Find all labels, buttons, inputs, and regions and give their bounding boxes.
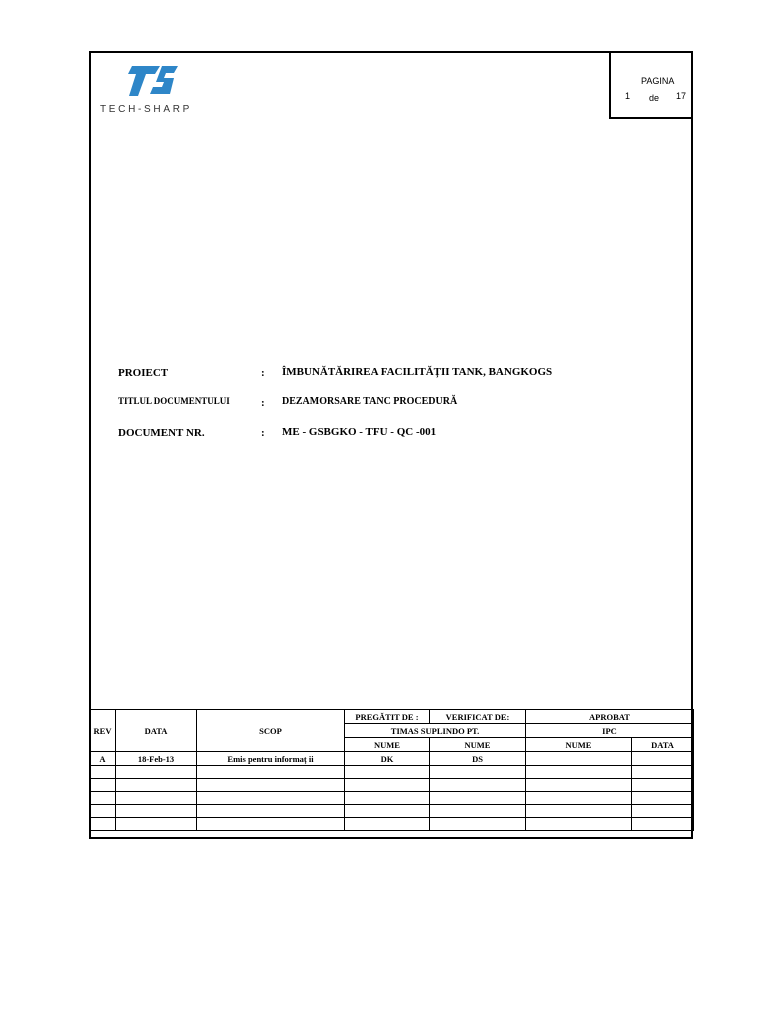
document-title-value: DEZAMORSARE TANC PROCEDURĂ [282,396,458,407]
project-label: PROIECT [118,367,169,379]
page-of-label: de [649,93,660,103]
name-header: NUME [430,738,526,752]
logo-wordmark: TECH-SHARP [100,104,193,115]
document-number-value: ME - GSBGKO - TFU - QC -001 [282,426,437,438]
rev-header: REV [90,710,116,752]
date-header: DATA [116,710,197,752]
approval-date-cell [632,752,694,766]
name-header: NUME [526,738,632,752]
project-value: ÎMBUNĂTĂRIREA FACILITĂȚII TANK, BANGKOGS [282,366,553,378]
company-header: TIMAS SUPLINDO PT. [345,724,526,738]
table-row [90,752,694,766]
page-label: PAGINA [641,76,675,86]
checked-by-header: VERIFICAT DE: [430,710,526,724]
page-total: 17 [676,91,687,101]
prepared-cell: DK [345,752,430,766]
revision-table [89,709,694,831]
scope-cell: Emis pentru informaț ii [197,752,345,766]
page-number-box [609,51,693,119]
table-row [90,805,694,818]
document-number-label: DOCUMENT NR. [118,427,205,439]
approver-name-cell [526,752,632,766]
table-row [90,779,694,792]
prepared-by-header: PREGĂTIT DE : [345,710,430,724]
document-number-colon: : [261,427,265,439]
approved-header: APROBAT [526,710,694,724]
document-title-label: TITLUL DOCUMENTULUI [118,396,230,406]
page-number: 1 [625,91,631,101]
date-header: DATA [632,738,694,752]
table-header-row [90,710,694,724]
scope-header: SCOP [197,710,345,752]
name-header: NUME [345,738,430,752]
table-row [90,792,694,805]
date-cell: 18-Feb-13 [116,752,197,766]
table-row [90,818,694,831]
client-header: IPC [526,724,694,738]
checked-cell: DS [430,752,526,766]
table-row [90,766,694,779]
document-title-colon: : [261,397,265,409]
project-colon: : [261,367,265,379]
rev-cell: A [90,752,116,766]
